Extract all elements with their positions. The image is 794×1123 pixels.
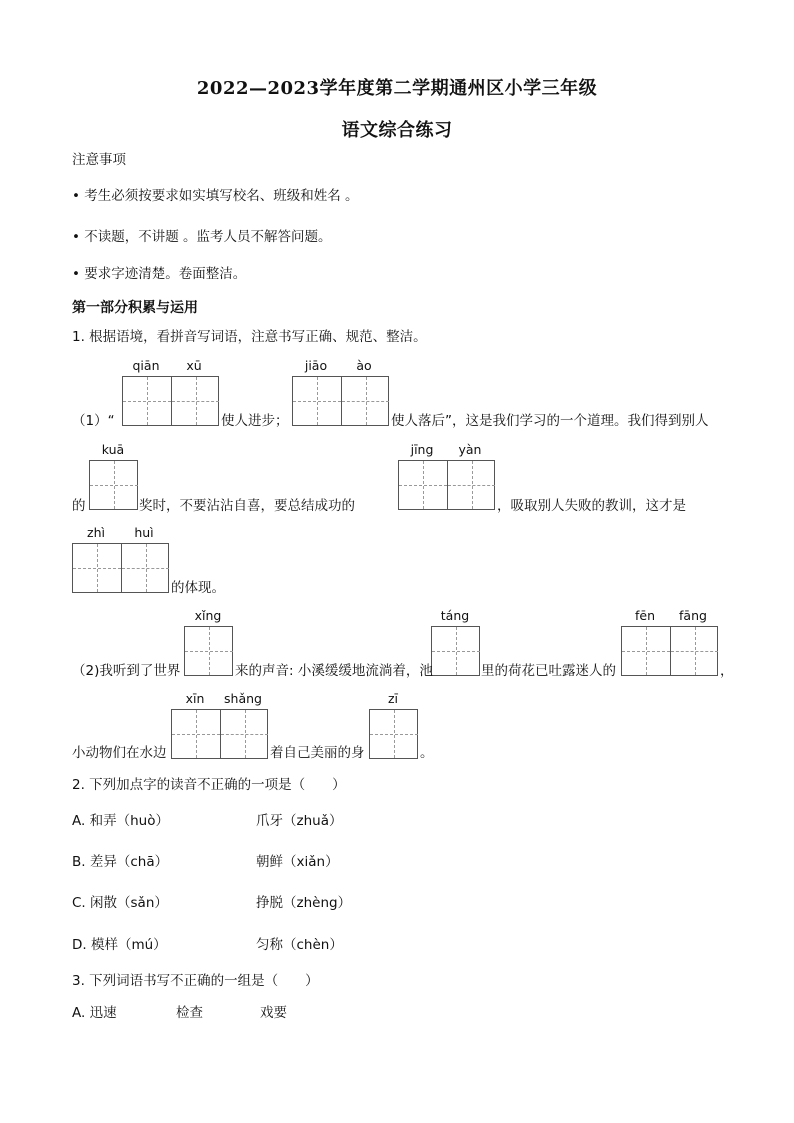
pinyin-label: táng [440, 608, 470, 623]
sentence-text: 奖时，不要沾沾自喜，要总结成功的 [139, 498, 355, 514]
option-word: 检查 [176, 1005, 203, 1021]
option-label[interactable]: D. 模样（mú） [72, 937, 167, 953]
pinyin-label: qiān [132, 358, 160, 373]
grid-cell[interactable] [220, 710, 268, 758]
writing-grid[interactable] [72, 543, 169, 593]
grid-cell[interactable] [185, 627, 233, 675]
sentence-text: 使人落后”，这是我们学习的一个道理。我们得到别人 [391, 413, 709, 429]
pinyin-label: fēn [634, 608, 655, 623]
option-label: 朝鲜（xiǎn） [256, 854, 339, 870]
section-heading: 第一部分积累与运用 [72, 300, 198, 316]
option-label[interactable]: A. 迅速 [72, 1005, 117, 1021]
notice-item: • 要求字迹清楚。卷面整洁。 [72, 266, 247, 282]
option-label: 爪牙（zhuǎ） [256, 813, 343, 829]
question-prompt: 2. 下列加点字的读音不正确的一项是（ ） [72, 777, 346, 793]
grid-cell[interactable] [370, 710, 418, 758]
option-label[interactable]: A. 和弄（huò） [72, 813, 169, 829]
pinyin-label: xīn [185, 691, 205, 706]
grid-cell[interactable] [399, 461, 447, 509]
option-label: 挣脱（zhèng） [256, 895, 352, 911]
option-label: 匀称（chèn） [256, 937, 343, 953]
pinyin-label: zī [387, 691, 399, 706]
writing-grid[interactable] [431, 626, 480, 676]
writing-grid[interactable] [621, 626, 718, 676]
sentence-text: 的体现。 [171, 580, 225, 596]
pinyin-label: zhì [87, 525, 105, 540]
option-label[interactable]: C. 闲散（sǎn） [72, 895, 168, 911]
notice-item: • 考生必须按要求如实填写校名、班级和姓名 。 [72, 188, 359, 204]
sentence-text: ，吸取别人失败的教训，这才是 [497, 498, 686, 514]
page-subtitle: 语文综合练习 [341, 120, 453, 141]
grid-cell[interactable] [90, 461, 138, 509]
notice-item: • 不读题，不讲题 。监考人员不解答问题。 [72, 229, 332, 245]
grid-cell[interactable] [172, 710, 220, 758]
writing-grid[interactable] [171, 709, 268, 759]
sentence-text: 的 [72, 498, 86, 514]
grid-cell[interactable] [670, 627, 718, 675]
pinyin-label: yàn [458, 442, 482, 457]
grid-cell[interactable] [432, 627, 480, 675]
grid-cell[interactable] [293, 377, 341, 425]
pinyin-label: ào [356, 358, 372, 373]
writing-grid[interactable] [184, 626, 233, 676]
grid-cell[interactable] [171, 377, 219, 425]
sentence-text: 。 [420, 745, 434, 761]
writing-grid[interactable] [292, 376, 389, 426]
option-word: 戏要 [260, 1005, 287, 1021]
sentence-text: （2)我听到了世界 [72, 663, 181, 679]
sentence-text: 着自己美丽的身 [270, 745, 365, 761]
notice-heading: 注意事项 [72, 152, 126, 168]
question-prompt: 3. 下列词语书写不正确的一组是（ ） [72, 973, 319, 989]
sentence-text: 里的荷花已吐露迷人的 [481, 663, 616, 679]
pinyin-label: huì [134, 525, 154, 540]
option-label[interactable]: B. 差异（chā） [72, 854, 169, 870]
pinyin-label: fāng [679, 608, 707, 623]
grid-cell[interactable] [447, 461, 495, 509]
sentence-text: ， [720, 663, 734, 679]
writing-grid[interactable] [369, 709, 418, 759]
pinyin-label: jīng [410, 442, 434, 457]
pinyin-label: kuā [101, 442, 125, 457]
sentence-text: （1）“ [72, 413, 115, 429]
pinyin-label: xǐng [194, 608, 222, 623]
grid-cell[interactable] [123, 377, 171, 425]
pinyin-label: jiāo [304, 358, 328, 373]
grid-cell[interactable] [73, 544, 121, 592]
grid-cell[interactable] [622, 627, 670, 675]
question-prompt: 1. 根据语境，看拼音写词语，注意书写正确、规范、整洁。 [72, 329, 427, 345]
sentence-text: 使人进步； [221, 413, 289, 429]
writing-grid[interactable] [122, 376, 219, 426]
writing-grid[interactable] [398, 460, 495, 510]
sentence-text: 小动物们在水边 [72, 745, 167, 761]
page-title: 2022—2023学年度第二学期通州区小学三年级 [196, 78, 598, 99]
pinyin-label: xū [186, 358, 202, 373]
sentence-text: 来的声音: 小溪缓缓地流淌着，池 [235, 663, 433, 679]
writing-grid[interactable] [89, 460, 138, 510]
grid-cell[interactable] [121, 544, 169, 592]
pinyin-label: shǎng [224, 691, 262, 706]
grid-cell[interactable] [341, 377, 389, 425]
